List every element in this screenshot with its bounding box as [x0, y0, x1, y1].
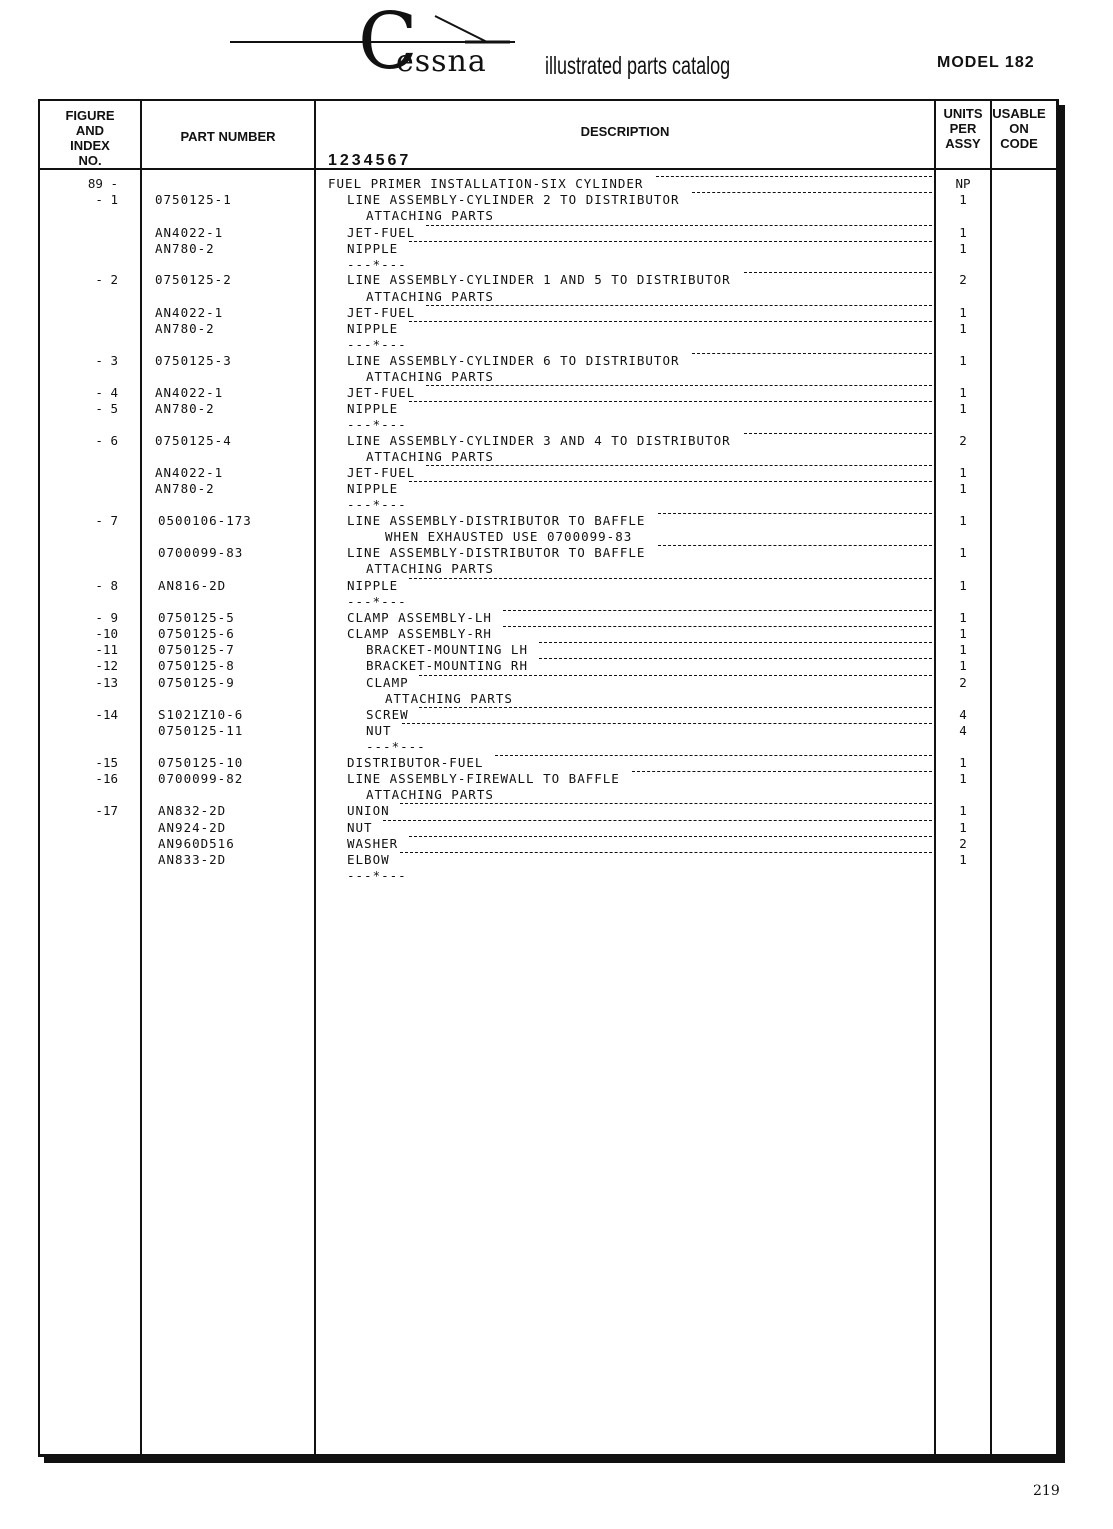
part-description: ATTACHING PARTS — [366, 561, 494, 576]
units-per-assy: 1 — [959, 241, 967, 256]
dash-leader — [656, 176, 932, 177]
catalog-title: illustrated parts catalog — [545, 52, 731, 80]
part-description: ATTACHING PARTS — [366, 449, 494, 464]
part-description: WASHER — [347, 836, 399, 851]
part-number: 0700099-82 — [158, 771, 244, 786]
units-per-assy: 1 — [959, 192, 967, 207]
table-row — [0, 257, 1113, 273]
units-per-assy: 1 — [959, 481, 967, 496]
dash-leader — [744, 272, 932, 273]
table-row — [0, 658, 1113, 674]
dash-leader — [426, 465, 932, 466]
units-per-assy: 1 — [959, 626, 967, 641]
units-per-assy: 1 — [959, 658, 967, 673]
index-number: - 4 — [95, 385, 118, 400]
part-number: 0750125-8 — [158, 658, 235, 673]
figure-header-line: NO. — [78, 153, 102, 168]
units-per-assy: 1 — [959, 385, 967, 400]
part-description: JET-FUEL — [347, 385, 416, 400]
part-number: AN780-2 — [155, 241, 215, 256]
table-row — [0, 691, 1113, 707]
part-description: ---*--- — [347, 257, 407, 272]
dash-leader — [426, 225, 932, 226]
table-row — [0, 449, 1113, 465]
usable-header-line: CODE — [1000, 136, 1038, 151]
part-number: AN4022-1 — [155, 385, 224, 400]
table-row — [0, 626, 1113, 642]
part-description: DISTRIBUTOR-FUEL — [347, 755, 484, 770]
indent-levels: 1234567 — [328, 152, 412, 169]
units-per-assy: 1 — [959, 610, 967, 625]
dash-leader — [744, 433, 932, 434]
part-description: ---*--- — [347, 337, 407, 352]
part-description: BRACKET-MOUNTING LH — [366, 642, 528, 657]
index-number: -15 — [95, 755, 118, 770]
part-description: ATTACHING PARTS — [366, 208, 494, 223]
part-description: LINE ASSEMBLY-CYLINDER 2 TO DISTRIBUTOR — [347, 192, 680, 207]
dash-leader — [383, 820, 932, 821]
table-row — [0, 433, 1113, 449]
model-label: MODEL 182 — [937, 54, 1035, 71]
units-header — [936, 106, 990, 151]
part-number: 0750125-4 — [155, 433, 232, 448]
table-row — [0, 192, 1113, 208]
units-per-assy: 1 — [959, 852, 967, 867]
dash-leader — [632, 771, 932, 772]
units-per-assy: NP — [955, 176, 971, 191]
units-per-assy: 1 — [959, 771, 967, 786]
units-per-assy: 1 — [959, 578, 967, 593]
index-number: - 3 — [95, 353, 118, 368]
part-number-header: PART NUMBER — [180, 129, 276, 144]
part-number: AN780-2 — [155, 321, 215, 336]
usable-header-line: ON — [1009, 121, 1029, 136]
units-per-assy: 1 — [959, 225, 967, 240]
table-row — [0, 513, 1113, 529]
usable-header-line: USABLE — [992, 106, 1046, 121]
table-row — [0, 723, 1113, 739]
part-description: WHEN EXHAUSTED USE 0700099-83 — [385, 529, 633, 544]
units-per-assy: 1 — [959, 465, 967, 480]
table-row — [0, 561, 1113, 577]
table-row — [0, 529, 1113, 545]
figure-header-line: INDEX — [70, 138, 110, 153]
units-per-assy: 1 — [959, 353, 967, 368]
part-number: 0700099-83 — [158, 545, 244, 560]
part-description: ---*--- — [347, 868, 407, 883]
units-per-assy: 1 — [959, 401, 967, 416]
units-per-assy: 2 — [959, 272, 967, 287]
table-row — [0, 755, 1113, 771]
table-row — [0, 836, 1113, 852]
index-number: - 9 — [95, 610, 118, 625]
part-description: BRACKET-MOUNTING RH — [366, 658, 528, 673]
table-row — [0, 852, 1113, 868]
part-description: LINE ASSEMBLY-CYLINDER 3 AND 4 TO DISTRIBUTOR — [347, 433, 731, 448]
part-description: LINE ASSEMBLY-DISTRIBUTOR TO BAFFLE — [347, 513, 646, 528]
table-row — [0, 353, 1113, 369]
table-row — [0, 481, 1113, 497]
table-row — [0, 401, 1113, 417]
units-per-assy: 2 — [959, 836, 967, 851]
figure-header-line: FIGURE — [65, 108, 115, 123]
part-number: 0750125-2 — [155, 272, 232, 287]
part-description: ELBOW — [347, 852, 390, 867]
part-number: AN960D516 — [158, 836, 235, 851]
part-number: 0750125-3 — [155, 353, 232, 368]
dash-leader — [503, 626, 932, 627]
part-description: CLAMP ASSEMBLY-LH — [347, 610, 492, 625]
units-per-assy: 2 — [959, 433, 967, 448]
description-header: DESCRIPTION — [580, 124, 670, 139]
part-description: ---*--- — [347, 417, 407, 432]
part-number: 0500106-173 — [158, 513, 252, 528]
units-header-line: ASSY — [945, 136, 981, 151]
dash-leader — [400, 852, 932, 853]
index-number: 89 - — [87, 176, 118, 191]
units-per-assy: 4 — [959, 707, 967, 722]
table-row — [0, 787, 1113, 803]
units-per-assy: 4 — [959, 723, 967, 738]
part-number: 0750125-11 — [158, 723, 244, 738]
table-row — [0, 578, 1113, 594]
table-row — [0, 305, 1113, 321]
dash-leader — [409, 836, 932, 837]
part-description: CLAMP ASSEMBLY-RH — [347, 626, 492, 641]
dash-leader — [658, 545, 932, 546]
part-description: UNION — [347, 803, 390, 818]
dash-leader — [409, 241, 932, 242]
index-number: -13 — [95, 675, 118, 690]
part-number: 0750125-6 — [158, 626, 235, 641]
part-description: LINE ASSEMBLY-CYLINDER 6 TO DISTRIBUTOR — [347, 353, 680, 368]
part-description: NUT — [347, 820, 373, 835]
table-row — [0, 417, 1113, 433]
units-per-assy: 1 — [959, 305, 967, 320]
part-number: 0750125-5 — [158, 610, 235, 625]
part-number: 0750125-10 — [158, 755, 244, 770]
part-number: 0750125-9 — [158, 675, 235, 690]
table-row — [0, 820, 1113, 836]
part-number: AN780-2 — [155, 401, 215, 416]
part-description: LINE ASSEMBLY-FIREWALL TO BAFFLE — [347, 771, 620, 786]
units-per-assy: 1 — [959, 642, 967, 657]
part-number: AN780-2 — [155, 481, 215, 496]
dash-leader — [409, 578, 932, 579]
part-description: NIPPLE — [347, 241, 399, 256]
table-row — [0, 803, 1113, 819]
table-row — [0, 337, 1113, 353]
table-row — [0, 369, 1113, 385]
figure-header — [40, 108, 140, 168]
index-number: - 8 — [95, 578, 118, 593]
part-number: S1021Z10-6 — [158, 707, 244, 722]
index-number: - 2 — [95, 272, 118, 287]
page-number: 219 — [1033, 1483, 1060, 1499]
part-description: JET-FUEL — [347, 305, 416, 320]
header-rule — [38, 168, 1057, 170]
table-row — [0, 465, 1113, 481]
units-per-assy: 1 — [959, 755, 967, 770]
dash-leader — [503, 610, 932, 611]
index-number: - 5 — [95, 401, 118, 416]
part-description: FUEL PRIMER INSTALLATION-SIX CYLINDER — [328, 176, 644, 191]
part-description: LINE ASSEMBLY-DISTRIBUTOR TO BAFFLE — [347, 545, 646, 560]
part-description: NIPPLE — [347, 321, 399, 336]
table-row — [0, 610, 1113, 626]
part-description: NUT — [366, 723, 392, 738]
index-number: -11 — [95, 642, 118, 657]
units-per-assy: 1 — [959, 321, 967, 336]
usable-header — [992, 106, 1046, 151]
part-description: JET-FUEL — [347, 465, 416, 480]
dash-leader — [402, 723, 932, 724]
part-description: LINE ASSEMBLY-CYLINDER 1 AND 5 TO DISTRIBUTOR — [347, 272, 731, 287]
part-number: AN4022-1 — [155, 305, 224, 320]
table-row — [0, 739, 1113, 755]
units-per-assy: 1 — [959, 820, 967, 835]
part-description: ATTACHING PARTS — [385, 691, 513, 706]
part-number: AN833-2D — [158, 852, 227, 867]
part-description: CLAMP — [366, 675, 409, 690]
cessna-logo — [230, 0, 530, 88]
part-description: ATTACHING PARTS — [366, 369, 494, 384]
table-row — [0, 241, 1113, 257]
part-description: ---*--- — [347, 497, 407, 512]
dash-leader — [409, 481, 932, 482]
dash-leader — [658, 513, 932, 514]
units-per-assy: 2 — [959, 675, 967, 690]
part-description: JET-FUEL — [347, 225, 416, 240]
index-number: -12 — [95, 658, 118, 673]
index-number: -17 — [95, 803, 118, 818]
units-header-line: UNITS — [943, 106, 983, 121]
part-description: SCREW — [366, 707, 409, 722]
logo-initial: C — [358, 0, 418, 87]
dash-leader — [426, 385, 932, 386]
dash-leader — [409, 321, 932, 322]
part-number: AN4022-1 — [155, 465, 224, 480]
dash-leader — [419, 707, 932, 708]
part-number: AN816-2D — [158, 578, 227, 593]
dash-leader — [400, 803, 932, 804]
table-row — [0, 289, 1113, 305]
index-number: - 7 — [95, 513, 118, 528]
table-row — [0, 594, 1113, 610]
units-header-line: PER — [949, 121, 977, 136]
part-number: AN832-2D — [158, 803, 227, 818]
page-header — [0, 0, 1113, 100]
dash-leader — [539, 642, 932, 643]
part-number: AN4022-1 — [155, 225, 224, 240]
table-row — [0, 545, 1113, 561]
part-description: ATTACHING PARTS — [366, 289, 494, 304]
dash-leader — [419, 675, 932, 676]
dash-leader — [692, 353, 932, 354]
dash-leader — [539, 658, 932, 659]
dash-leader — [692, 192, 932, 193]
table-row — [0, 868, 1113, 884]
logo-wordmark: essna — [396, 44, 487, 79]
dash-leader — [426, 305, 932, 306]
table-row — [0, 771, 1113, 787]
part-description: NIPPLE — [347, 481, 399, 496]
part-description: NIPPLE — [347, 401, 399, 416]
figure-header-line: AND — [75, 123, 105, 138]
table-row — [0, 272, 1113, 288]
table-row — [0, 225, 1113, 241]
part-description: ---*--- — [366, 739, 426, 754]
units-per-assy: 1 — [959, 513, 967, 528]
part-description: ---*--- — [347, 594, 407, 609]
index-number: - 6 — [95, 433, 118, 448]
part-number: AN924-2D — [158, 820, 227, 835]
table-row — [0, 321, 1113, 337]
part-number: 0750125-7 — [158, 642, 235, 657]
index-number: -16 — [95, 771, 118, 786]
dash-leader — [409, 401, 932, 402]
units-per-assy: 1 — [959, 545, 967, 560]
part-description: ATTACHING PARTS — [366, 787, 494, 802]
index-number: - 1 — [95, 192, 118, 207]
table-row — [0, 707, 1113, 723]
table-row — [0, 642, 1113, 658]
units-per-assy: 1 — [959, 803, 967, 818]
part-number: 0750125-1 — [155, 192, 232, 207]
table-row — [0, 176, 1113, 192]
table-row — [0, 675, 1113, 691]
part-description: NIPPLE — [347, 578, 399, 593]
dash-leader — [495, 755, 932, 756]
index-number: -10 — [95, 626, 118, 641]
table-row — [0, 497, 1113, 513]
table-row — [0, 385, 1113, 401]
table-row — [0, 208, 1113, 224]
index-number: -14 — [95, 707, 118, 722]
